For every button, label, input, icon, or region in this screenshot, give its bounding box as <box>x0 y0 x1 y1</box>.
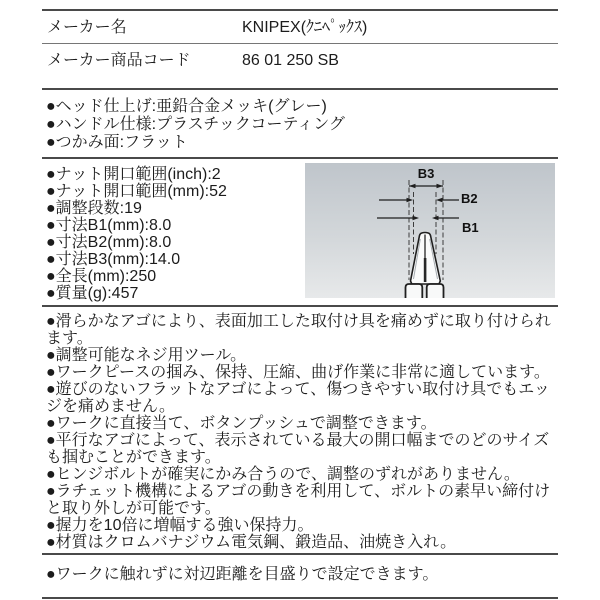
feature-item: ●ワークに直接当て、ボタンプッシュで調整できます。 <box>46 415 437 432</box>
feature-item: ●材質はクロムバナジウム電気鋼、鍛造品、油焼き入れ。 <box>46 534 457 551</box>
manufacturer-info-table <box>42 9 558 90</box>
features-section <box>42 307 558 555</box>
feature-item: ●ラチェット機構によるアゴの動きを利用して、ボルトの素早い締付けと取り外しが可能です。 <box>46 483 551 517</box>
feature-item: ●ワークピースの掴み、保持、圧縮、曲げ作業に非常に適しています。 <box>46 364 550 381</box>
maker-code-value: 86 01 250 SB <box>242 52 339 69</box>
diagram-label-b1: B1 <box>462 220 479 235</box>
note-text: ●ワークに触れずに対辺距離を目盛りで設定できます。 <box>46 566 439 583</box>
feature-item: ●調整可能なネジ用ツール。 <box>46 347 247 364</box>
spec-item: ●ナット開口範囲(mm):52 <box>46 183 227 200</box>
table-row-maker-code <box>42 43 558 88</box>
feature-item: ●平行なアゴによって、表示されている最大の開口幅までのどのサイズも掴むことができます。 <box>46 432 550 466</box>
spec-item: ●全長(mm):250 <box>46 268 157 285</box>
feature-item: ●遊びのないフラットなアゴによって、傷つきやすい取付け具でもエッジを痛めません。 <box>46 381 550 415</box>
table-row-maker-name <box>42 11 558 43</box>
attributes-section <box>42 90 558 159</box>
dimension-diagram-image <box>305 163 555 298</box>
feature-item: ●握力を10倍に増幅する強い保持力。 <box>46 517 314 534</box>
maker-code-label: メーカー商品コード <box>47 52 191 69</box>
spec-item: ●寸法B3(mm):14.0 <box>46 251 181 268</box>
spec-item: ●調整段数:19 <box>46 200 142 217</box>
attribute-item: ●ハンドル仕様:プラスチックコーティング <box>46 116 345 133</box>
spec-item: ●寸法B2(mm):8.0 <box>46 234 172 251</box>
diagram-label-b2: B2 <box>461 191 478 206</box>
page-content <box>42 9 558 599</box>
spec-list <box>46 166 301 302</box>
spec-item: ●寸法B1(mm):8.0 <box>46 217 172 234</box>
feature-item: ●滑らかなアゴにより、表面加工した取付け具を痛めずに取り付けられます。 <box>46 313 551 347</box>
maker-name-value: KNIPEX(ｸﾆﾍﾟｯｸｽ) <box>242 19 368 36</box>
spec-item: ●ナット開口範囲(inch):2 <box>46 166 221 183</box>
diagram-label-b3: B3 <box>417 166 435 181</box>
spec-item: ●質量(g):457 <box>46 285 139 302</box>
attribute-item: ●つかみ面:フラット <box>46 134 188 151</box>
specs-section <box>42 159 558 307</box>
maker-name-label: メーカー名 <box>47 19 127 36</box>
feature-item: ●ヒンジボルトが確実にかみ合うので、調整のずれがありません。 <box>46 466 520 483</box>
attribute-item: ●ヘッド仕上げ:亜鉛合金メッキ(グレー) <box>46 98 327 115</box>
note-section <box>42 555 558 599</box>
